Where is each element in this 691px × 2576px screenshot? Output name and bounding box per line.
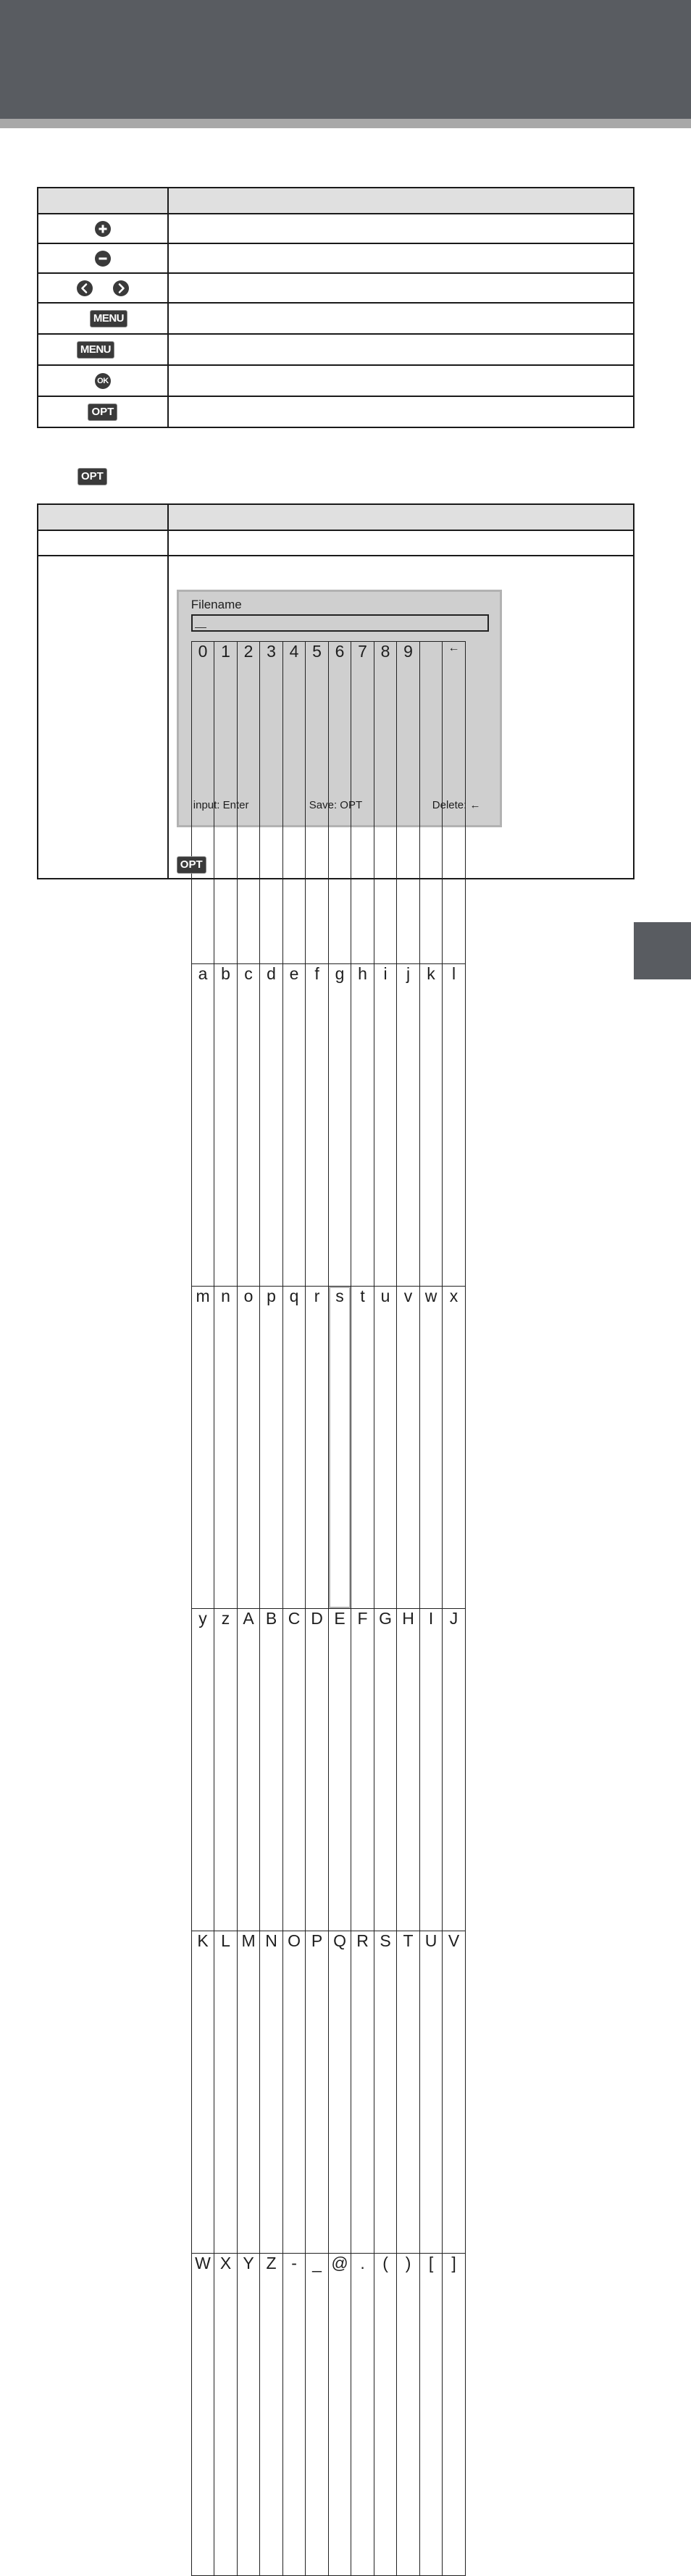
onscreen-keyboard <box>191 641 466 2576</box>
table-row <box>38 556 634 879</box>
row-key <box>38 556 168 879</box>
keyboard-key[interactable]: 7 <box>351 642 374 964</box>
keyboard-key[interactable]: x <box>443 1287 466 1609</box>
keyboard-key[interactable]: _ <box>306 2254 329 2576</box>
ok-button-icon: OK <box>95 373 111 389</box>
keyboard-key[interactable]: t <box>351 1287 374 1609</box>
keyboard-key[interactable]: d <box>260 964 283 1287</box>
keyboard-key[interactable]: Q <box>328 1931 351 2254</box>
keyboard-key[interactable]: o <box>237 1287 260 1609</box>
keyboard-key[interactable]: q <box>282 1287 306 1609</box>
keyboard-key[interactable]: F <box>351 1609 374 1931</box>
table-row <box>38 303 634 334</box>
filename-title: Filename <box>190 598 242 611</box>
keyboard-key[interactable]: A <box>237 1609 260 1931</box>
page-header-band <box>0 0 691 119</box>
row-description <box>168 365 634 396</box>
keyboard-key[interactable]: b <box>214 964 238 1287</box>
options-header-description <box>168 504 634 530</box>
table-row <box>38 530 634 556</box>
keyboard-key[interactable]: @ <box>328 2254 351 2576</box>
keyboard-row <box>191 964 465 1287</box>
keyboard-row <box>191 1931 465 2254</box>
menu-button-icon: MENU <box>90 310 127 327</box>
controls-header-key <box>38 188 168 214</box>
keyboard-key[interactable]: v <box>397 1287 420 1609</box>
keyboard-key[interactable]: I <box>419 1609 443 1931</box>
keyboard-row <box>191 2254 465 2576</box>
table-row <box>38 334 634 365</box>
keyboard-key[interactable]: f <box>306 964 329 1287</box>
keyboard-key[interactable]: K <box>191 1931 214 2254</box>
table-row <box>38 365 634 396</box>
keyboard-key[interactable]: ( <box>374 2254 397 2576</box>
keyboard-key[interactable]: l <box>443 964 466 1287</box>
keyboard-key[interactable]: U <box>419 1931 443 2254</box>
row-key <box>38 530 168 556</box>
keyboard-key[interactable]: k <box>419 964 443 1287</box>
keyboard-key[interactable]: 4 <box>282 642 306 964</box>
keyboard-key[interactable]: 5 <box>306 642 329 964</box>
opt-button-icon: OPT <box>88 403 117 421</box>
filename-input[interactable] <box>191 614 489 632</box>
keyboard-key[interactable]: 1 <box>214 642 238 964</box>
keyboard-key[interactable]: [ <box>419 2254 443 2576</box>
keyboard-key[interactable]: T <box>397 1931 420 2254</box>
keyboard-key[interactable]: V <box>443 1931 466 2254</box>
controls-table-header <box>38 188 634 214</box>
keyboard-key[interactable]: X <box>214 2254 238 2576</box>
page-number-tab <box>634 922 691 979</box>
keyboard-row <box>191 1287 465 1609</box>
plus-button-icon <box>95 221 111 237</box>
keyboard-key[interactable]: W <box>191 2254 214 2576</box>
keyboard-key[interactable]: D <box>306 1609 329 1931</box>
row-description <box>168 273 634 303</box>
page-header-strip <box>0 119 691 128</box>
keyboard-key[interactable]: ) <box>397 2254 420 2576</box>
row-description <box>168 243 634 273</box>
options-table <box>37 503 635 2272</box>
keyboard-key[interactable]: j <box>397 964 420 1287</box>
keyboard-key[interactable]: 2 <box>237 642 260 964</box>
keyboard-key[interactable]: 3 <box>260 642 283 964</box>
keyboard-key[interactable]: L <box>214 1931 238 2254</box>
keyboard-key[interactable]: r <box>306 1287 329 1609</box>
keyboard-key[interactable]: u <box>374 1287 397 1609</box>
keyboard-key[interactable]: E <box>328 1609 351 1931</box>
footer-save-hint: Save: OPT <box>309 799 363 811</box>
row-description <box>168 530 634 556</box>
keyboard-key[interactable]: H <box>397 1609 420 1931</box>
keyboard-key[interactable]: C <box>282 1609 306 1931</box>
row-description <box>168 214 634 243</box>
keyboard-key[interactable]: O <box>282 1931 306 2254</box>
keyboard-key[interactable]: 6 <box>328 642 351 964</box>
keyboard-key[interactable]: ] <box>443 2254 466 2576</box>
backspace-key[interactable]: ← <box>443 642 466 964</box>
keyboard-key[interactable]: p <box>260 1287 283 1609</box>
opt-button-icon: OPT <box>177 856 206 874</box>
footer-input-hint: input: Enter <box>193 799 249 811</box>
keyboard-key[interactable]: w <box>419 1287 443 1609</box>
row-description <box>168 334 634 365</box>
table-row <box>38 273 634 303</box>
keyboard-key[interactable]: J <box>443 1609 466 1931</box>
menu-button-icon: MENU <box>77 341 114 359</box>
keyboard-key[interactable]: s <box>328 1287 351 1609</box>
controls-table <box>37 187 635 428</box>
keyboard-key[interactable]: B <box>260 1609 283 1931</box>
keyboard-key[interactable]: . <box>351 2254 374 2576</box>
table-row <box>38 214 634 243</box>
keyboard-key[interactable]: G <box>374 1609 397 1931</box>
keyboard-key[interactable]: Y <box>237 2254 260 2576</box>
keyboard-key[interactable]: h <box>351 964 374 1287</box>
opt-button-icon: OPT <box>78 468 107 485</box>
keyboard-key[interactable]: R <box>351 1931 374 2254</box>
keyboard-key[interactable]: z <box>214 1609 238 1931</box>
keyboard-key[interactable]: Z <box>260 2254 283 2576</box>
keyboard-key[interactable]: P <box>306 1931 329 2254</box>
options-table-header <box>38 504 634 530</box>
keyboard-key[interactable]: g <box>328 964 351 1287</box>
options-header-key <box>38 504 168 530</box>
keyboard-key[interactable]: e <box>282 964 306 1287</box>
keyboard-key[interactable]: i <box>374 964 397 1287</box>
table-row <box>38 396 634 427</box>
keyboard-key[interactable]: 0 <box>191 642 214 964</box>
keyboard-key[interactable]: 9 <box>397 642 420 964</box>
right-arrow-button-icon <box>113 280 129 296</box>
keyboard-key[interactable]: 8 <box>374 642 397 964</box>
keyboard-key[interactable]: a <box>191 964 214 1287</box>
left-arrow-button-icon <box>77 280 93 296</box>
controls-header-description <box>168 188 634 214</box>
footer-delete-hint: Delete: ← <box>432 799 481 811</box>
keyboard-key[interactable]: N <box>260 1931 283 2254</box>
keyboard-key[interactable]: c <box>237 964 260 1287</box>
keyboard-key[interactable]: n <box>214 1287 238 1609</box>
keyboard-key[interactable]: S <box>374 1931 397 2254</box>
keyboard-key[interactable]: - <box>282 2254 306 2576</box>
keyboard-key[interactable]: y <box>191 1609 214 1931</box>
row-description <box>168 396 634 427</box>
table-row <box>38 243 634 273</box>
row-description <box>168 303 634 334</box>
keyboard-row <box>191 1609 465 1931</box>
text-cursor <box>195 627 206 628</box>
keyboard-key[interactable]: M <box>237 1931 260 2254</box>
keyboard-key[interactable]: m <box>191 1287 214 1609</box>
minus-button-icon <box>95 251 111 267</box>
filename-screen <box>177 590 502 2272</box>
